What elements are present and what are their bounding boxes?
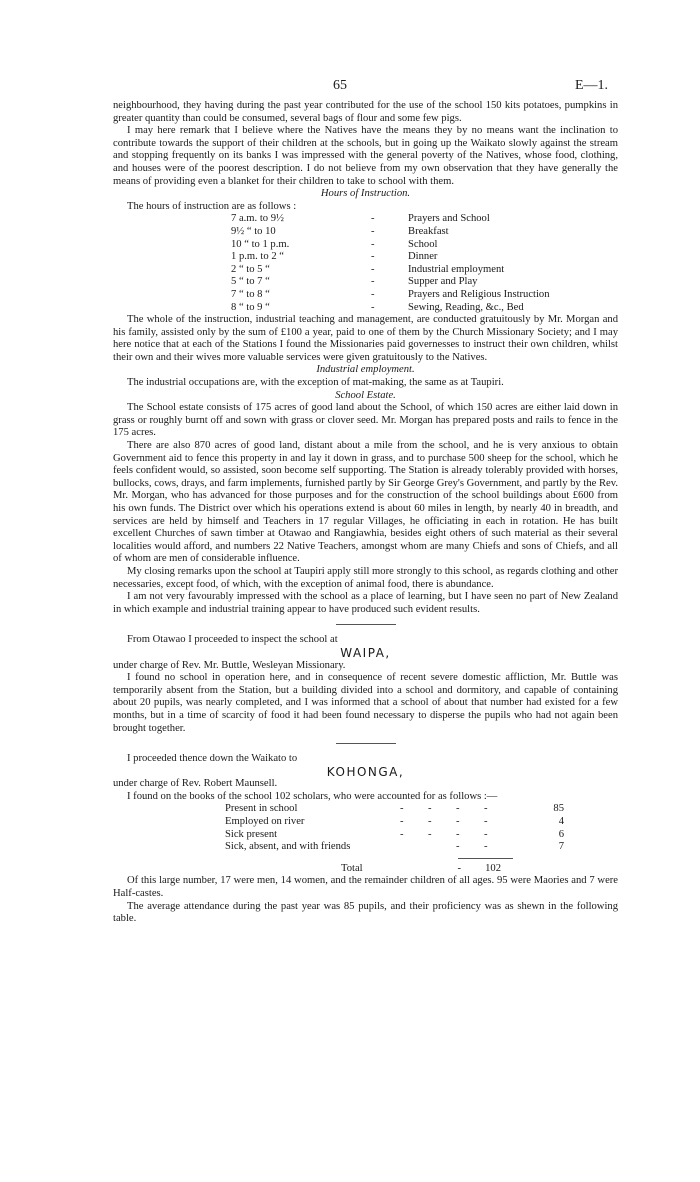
paragraph: The hours of instruction are as follows : xyxy=(127,200,297,212)
paragraph: I may here remark that I believe where the Natives have the means they by no means want the inclination to contribute towards the support of their children at the schools, but in going up the Waikato slowly against the stream and stopping frequently on its banks I was impressed with the general poverty of the Natives, whose food, clothing, and houses were of the poorest description. I do not believe from my own observation that they have generally the means of providing even a blanket for their children to take to school with them. xyxy=(113,125,618,187)
count-dash xyxy=(400,841,428,854)
section-divider xyxy=(336,743,396,744)
paragraph: The industrial occupations are, with the exception of mat-making, the same as at Taupiri. xyxy=(127,377,504,389)
hours-activity: Sewing, Reading, &c., Bed xyxy=(408,301,524,313)
count-dash: - xyxy=(456,841,460,853)
count-label: Employed on river xyxy=(225,816,305,828)
hours-activity: Dinner xyxy=(408,251,438,263)
paragraph: From Otawao I proceeded to inspect the school at xyxy=(127,634,338,646)
section-divider xyxy=(336,624,396,625)
count-dash: - xyxy=(484,803,488,815)
count-dash: - xyxy=(484,828,488,840)
paragraph: The whole of the instruction, industrial teaching and management, are conducted gratuitously by Mr. Morgan and his family, assisted only by the sum of £100 a year, paid to one of them by the Church Missionary Society; and I may here notice that at each of the Stations I found the Missionaries paid governesses to instruct their own children, whilst their own and their wives more valuable services were given gratuitously to the Natives. xyxy=(113,314,618,363)
hours-time: 2 “ to 5 “ xyxy=(231,263,270,275)
paragraph: I am not very favourably impressed with the school as a place of learning, but I have seen no part of New Zealand in which example and industrial training appear to have produced such evident results. xyxy=(113,591,618,615)
hours-dash: - xyxy=(371,276,375,288)
count-dash: - xyxy=(400,828,404,840)
hours-table xyxy=(231,213,618,314)
paragraph: The average attendance during the past year was 85 pupils, and their proficiency was as shewn in the following table. xyxy=(113,900,618,925)
count-dash: - xyxy=(484,841,488,853)
paragraph: under charge of Rev. Mr. Buttle, Wesleyan Missionary. xyxy=(113,659,346,671)
hours-time: 10 “ to 1 p.m. xyxy=(231,238,290,250)
total-label: Total xyxy=(341,862,363,874)
count-dash: - xyxy=(400,816,404,828)
hours-activity: School xyxy=(408,238,438,250)
hours-dash: - xyxy=(371,288,375,300)
count-value: 85 xyxy=(553,803,564,815)
count-value: 6 xyxy=(558,828,564,840)
paragraph: neighbourhood, they having during the past year contributed for the use of the school 150 kits potatoes, pumpkins in greater quantity than could be consumed, several bags of flour and some few pigs. xyxy=(113,100,618,124)
paragraph: Of this large number, 17 were men, 14 women, and the remainder children of all ages. 95 were Maories and 7 were Half-castes. xyxy=(113,875,618,900)
count-dash: - xyxy=(428,828,432,840)
count-dash: - xyxy=(484,816,488,828)
hours-time: 5 “ to 7 “ xyxy=(231,276,270,288)
hours-activity: Breakfast xyxy=(408,225,449,237)
count-value: 4 xyxy=(558,816,564,828)
hours-activity: Industrial employment xyxy=(408,263,505,275)
hours-dash: - xyxy=(371,251,375,263)
count-dash: - xyxy=(428,803,432,815)
paragraph: There are also 870 acres of good land, distant about a mile from the school, and he is very anxious to obtain Government aid to fence this property in and lay it down in grass, and to purchase 500 sheep for the school, which he feels confident would, so assisted, soon become self supporting. The Station is already tolerably provided with horses, bullocks, cows, drays, and farm implements, furnished partly by Sir George Grey's Government, and partly by the Rev. Mr. Morgan, who has advanced for those purposes and for the construction of the school buildings about £600 from his own funds. The District over which his operations extend is about 60 miles in length, by nearly 40 in breadth, and services are held by himself and Teachers in 17 regular Villages, he officiating in each in rotation. He has built excellent Churches of sawn timber at Otawao and Rangiawhia, besides eight others of such material as their several localities would afford, and numbers 22 Native Teachers, amongst whom are many Chiefs and sons of Chiefs, and all of whom are men of considerable influence. xyxy=(113,440,618,565)
section-heading-hours: Hours of Instruction. xyxy=(320,188,411,200)
paragraph: I found on the books of the school 102 scholars, who were accounted for as follows :— xyxy=(127,790,498,802)
count-dash: - xyxy=(400,803,404,815)
body-text xyxy=(113,100,618,926)
hours-time: 8 “ to 9 “ xyxy=(231,301,270,313)
scholars-total xyxy=(341,863,618,876)
paragraph: My closing remarks upon the school at Taupiri apply still more strongly to this school, as regards clothing and other necessaries, except food, of which, with the exception of animal food, there is abundance. xyxy=(113,565,619,590)
hours-time: 1 p.m. to 2 “ xyxy=(231,251,284,263)
school-heading-kohonga: KOHONGA, xyxy=(326,764,405,779)
section-heading-estate: School Estate. xyxy=(335,389,396,401)
paragraph: The School estate consists of 175 acres of good land about the School, of which 150 acres are either laid down in grass or roughly burnt off and sown with grass or clover seed. Mr. Morgan has prepared posts and rails to fence in the 175 acres. xyxy=(113,402,618,439)
hours-dash: - xyxy=(371,263,375,275)
hours-activity: Supper and Play xyxy=(408,276,478,288)
count-dash xyxy=(428,841,456,854)
count-dash: - xyxy=(428,816,432,828)
hours-time: 7 a.m. to 9½ xyxy=(231,213,284,225)
paragraph: under charge of Rev. Robert Maunsell. xyxy=(113,778,278,790)
total-rule xyxy=(458,858,513,859)
count-label: Sick present xyxy=(225,828,278,840)
paragraph: I found no school in operation here, and in consequence of recent severe domestic affliction, Mr. Buttle was temporarily absent from the Station, but a building divided into a school and dormitory, and capable of containing about 20 pupils, was nearly completed, and I was informed that a school of about that number had existed for a few months, but in a time of scarcity of food it had been found necessary to disperse the pupils who had not again been brought together. xyxy=(113,672,618,734)
count-label: Sick, absent, and with friends xyxy=(225,841,351,853)
hours-dash: - xyxy=(371,301,375,313)
count-value: 7 xyxy=(558,841,564,853)
scholars-table xyxy=(225,803,618,853)
hours-dash: - xyxy=(371,238,375,250)
hours-time: 9½ “ to 10 xyxy=(231,225,276,237)
document-reference: E—1. xyxy=(575,78,609,93)
paragraph: I proceeded thence down the Waikato to xyxy=(127,753,298,765)
count-dash: - xyxy=(456,828,460,840)
count-dash: - xyxy=(456,816,460,828)
section-heading-industrial: Industrial employment. xyxy=(316,364,415,376)
page-number: 65 xyxy=(333,78,347,93)
count-dash: - xyxy=(456,803,460,815)
total-value: 102 xyxy=(485,862,501,874)
hours-dash: - xyxy=(371,213,375,225)
total-dash: - xyxy=(457,862,461,874)
hours-activity: Prayers and Religious Instruction xyxy=(408,288,550,300)
school-heading-waipa: WAIPA, xyxy=(340,645,391,660)
hours-activity: Prayers and School xyxy=(408,213,490,225)
hours-time: 7 “ to 8 “ xyxy=(231,288,270,300)
count-label: Present in school xyxy=(225,803,298,815)
hours-dash: - xyxy=(371,225,375,237)
